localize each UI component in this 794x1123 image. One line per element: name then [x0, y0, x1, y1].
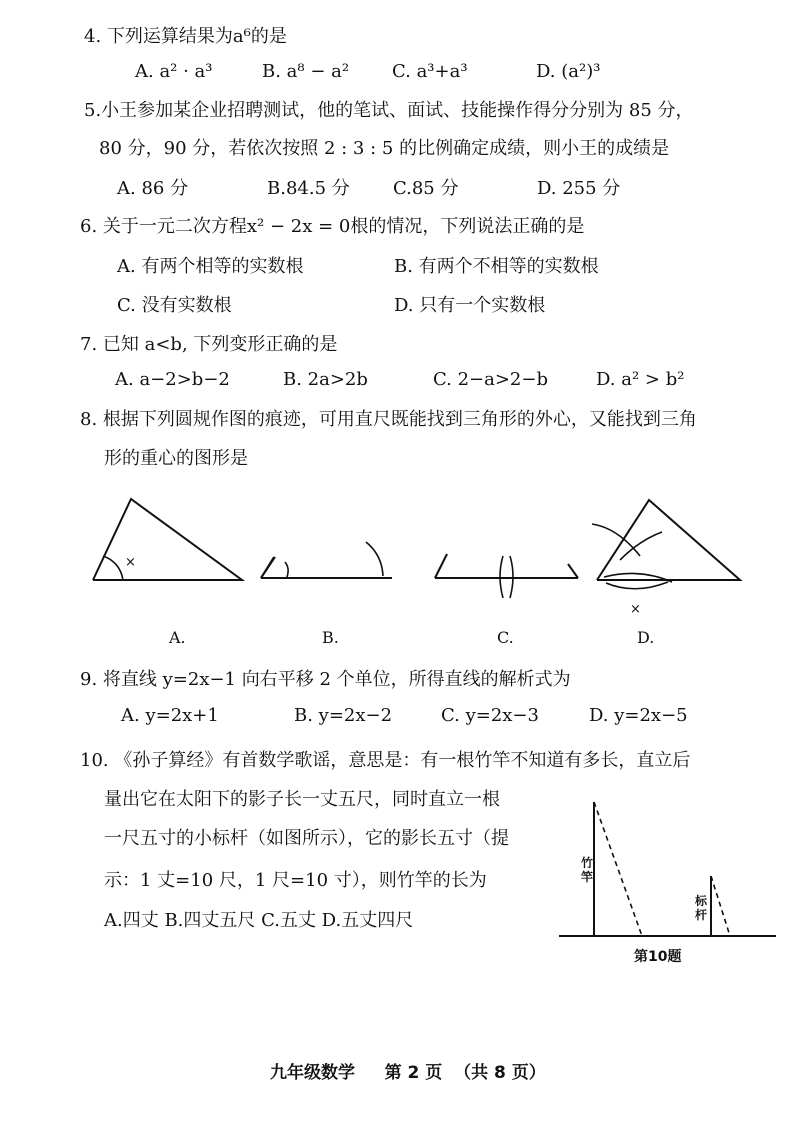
figure-a-arc: [103, 556, 123, 580]
q6-option-b: B. 有两个不相等的实数根: [394, 256, 599, 277]
q4-option-d: D. (a²)³: [536, 61, 601, 82]
q7-option-d: D. a² > b²: [596, 369, 685, 390]
q8-line1: 8. 根据下列圆规作图的痕迹，可用直尺既能找到三角形的外心，又能找到三角: [80, 409, 697, 430]
figure-d-mark: ×: [630, 602, 641, 617]
q8-figures: [0, 480, 794, 680]
q9-option-d: D. y=2x−5: [589, 705, 688, 726]
pole-label: 竹竿: [580, 856, 593, 884]
q8-label-d: D.: [637, 628, 655, 647]
q10-line3: 一尺五寸的小标杆（如图所示），它的影长五寸（提: [104, 828, 509, 849]
figure-d-arc-bottom1: [606, 582, 668, 589]
q10-line4: 示：1 丈=10 尺，1 尺=10 寸），则竹竿的长为: [104, 870, 487, 891]
q10-line1: 10. 《孙子算经》有首数学歌谣，意思是：有一根竹竿不知道有多长，直立后: [80, 750, 691, 771]
figure-c-right-stub: [568, 564, 578, 578]
figure-d-triangle: [597, 500, 740, 580]
q6-stem: 6. 关于一元二次方程x² − 2x = 0根的情况，下列说法正确的是: [80, 216, 585, 237]
figure-c-left-stub: [435, 554, 447, 578]
q5-line2: 80 分，90 分，若依次按照 2 : 3 : 5 的比例确定成绩，则小王的成绩是: [99, 138, 670, 159]
figure-caption: 第10题: [634, 949, 682, 965]
q9-option-c: C. y=2x−3: [441, 705, 539, 726]
figure-a-mark: ×: [125, 555, 136, 570]
q8-line2: 形的重心的图形是: [104, 448, 248, 469]
q5-option-a: A. 86 分: [117, 178, 189, 199]
q4-stem: 4. 下列运算结果为a⁶的是: [84, 26, 287, 47]
q8-figure-a: [93, 499, 242, 580]
figure-b-arc-right: [366, 542, 383, 576]
q6-option-a: A. 有两个相等的实数根: [117, 256, 304, 277]
q4-option-a: A. a² · a³: [135, 61, 213, 82]
q5-option-d: D. 255 分: [537, 178, 621, 199]
q8-label-a: A.: [169, 628, 186, 647]
q6-option-c: C. 没有实数根: [117, 295, 232, 316]
q8-figure-c: [435, 554, 578, 598]
q5-line1: 5.小王参加某企业招聘测试，他的笔试、面试、技能操作得分分别为 85 分，: [84, 100, 694, 121]
figure-b-left-stub: [261, 557, 274, 578]
q9-option-a: A. y=2x+1: [121, 705, 219, 726]
q10-line2: 量出它在太阳下的影子长一丈五尺，同时直立一根: [104, 789, 500, 810]
q8-label-b: B.: [322, 628, 339, 647]
q9-option-b: B. y=2x−2: [294, 705, 393, 726]
bamboo-shadow-ray: [594, 802, 642, 936]
q8-figure-d: [592, 500, 740, 589]
marker-shadow-ray: [711, 876, 730, 936]
q5-option-c: C.85 分: [393, 178, 459, 199]
q7-option-c: C. 2−a>2−b: [433, 369, 548, 390]
q4-option-b: B. a⁸ − a²: [262, 61, 350, 82]
figure-b-arc-left: [285, 562, 288, 577]
q8-label-c: C.: [497, 628, 514, 647]
page-footer: 九年级数学 第 2 页 （共 8 页）: [270, 1063, 546, 1083]
figure-a-triangle: [93, 499, 242, 580]
q9-stem: 9. 将直线 y=2x−1 向右平移 2 个单位，所得直线的解析式为: [80, 669, 571, 690]
q5-option-b: B.84.5 分: [267, 178, 350, 199]
q6-option-d: D. 只有一个实数根: [394, 295, 546, 316]
q4-option-c: C. a³+a³: [392, 61, 468, 82]
marker-label: 标杆: [694, 894, 707, 922]
q7-stem: 7. 已知 a<b, 下列变形正确的是: [80, 334, 338, 355]
q7-option-b: B. 2a>2b: [283, 369, 368, 390]
q7-option-a: A. a−2>b−2: [115, 369, 230, 390]
q10-options: A.四丈 B.四丈五尺 C.五丈 D.五丈四尺: [104, 910, 414, 931]
q8-figure-b: [261, 542, 392, 578]
